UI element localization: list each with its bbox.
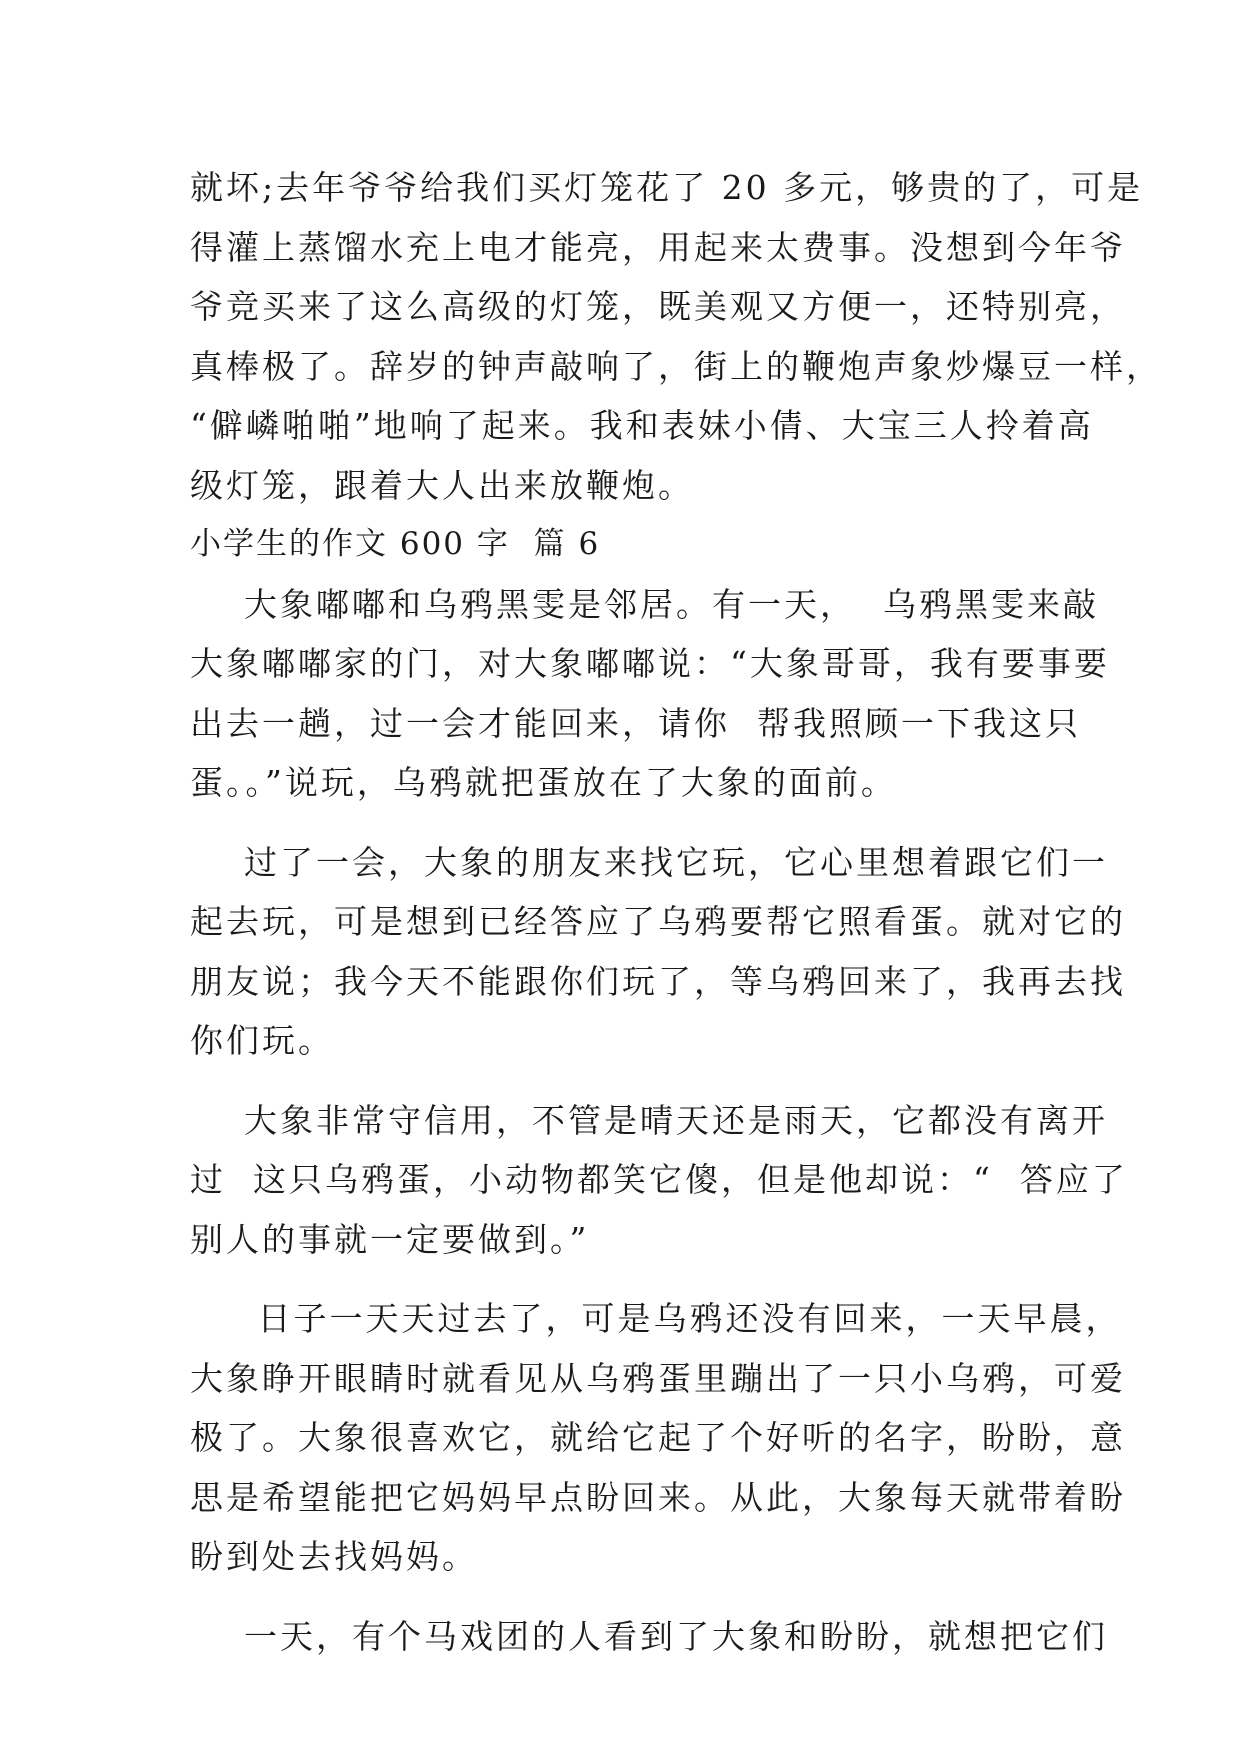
paragraph [190,1607,1108,1667]
text-line: 大象睁开眼睛时就看见从乌鸦蛋里蹦出了一只小乌鸦，可爱 [190,1358,1126,1398]
paragraph [190,575,1110,813]
paragraph-spacer [190,813,1050,833]
text-line: 得灌上蒸馏水充上电才能亮，用起来太费事。没想到今年爷 [190,227,1126,267]
text-line: 过 这只乌鸦蛋，小动物都笑它傻，但是他却说：“ 答应了 [190,1160,1128,1199]
paragraph-spacer [190,1587,1050,1607]
paragraph-spacer [190,1269,1050,1289]
text-line: “僻嶙啪啪”地响了起来。我和表妹小倩、大宝三人拎着高 [190,406,1094,445]
text-line: 蛋。。”说玩，乌鸦就把蛋放在了大象的面前。 [190,763,897,802]
paragraph [190,1289,1126,1587]
text-line: 就坏;去年爷爷给我们买灯笼花了 20 多元，够贵的了，可是 [190,168,1144,207]
text-line: 极了。大象很喜欢它，就给它起了个好听的名字，盼盼，意 [190,1418,1126,1457]
text-line: 出去一趟，过一会才能回来，请你 帮我照顾一下我这只 [190,703,1081,743]
section-heading: 小学生的作文 600 字 篇 6 [190,526,601,562]
continuation-paragraph [190,158,1162,515]
text-line: 一天，有个马戏团的人看到了大象和盼盼，就想把它们 [190,1616,1108,1656]
text-line: 级灯笼，跟着大人出来放鞭炮。 [190,465,694,505]
text-line: 朋友说；我今天不能跟你们玩了，等乌鸦回来了，我再去找 [190,961,1126,1001]
text-line: 大象非常守信用，不管是晴天还是雨天，它都没有离开 [190,1100,1108,1140]
text-line: 大象嘟嘟家的门，对大象嘟嘟说：“大象哥哥，我有要事要 [190,644,1110,683]
text-line: 起去玩，可是想到已经答应了乌鸦要帮它照看蛋。就对它的 [190,902,1126,941]
text-line: 你们玩。 [190,1021,334,1060]
text-line: 盼到处去找妈妈。 [190,1537,478,1576]
document-body [190,158,1162,1666]
paragraph [190,833,1126,1071]
text-line: 真棒极了。辞岁的钟声敲响了，街上的鞭炮声象炒爆豆一样， [190,346,1162,386]
text-line: 别人的事就一定要做到。” [190,1219,590,1259]
text-line: 大象嘟嘟和乌鸦黑雯是邻居。有一天， 乌鸦黑雯来敲 [190,584,1099,624]
text-line: 日子一天天过去了，可是乌鸦还没有回来，一天早晨， [190,1299,1122,1338]
paragraph-spacer [190,1071,1050,1091]
text-line: 过了一会，大象的朋友来找它玩，它心里想着跟它们一 [190,842,1108,882]
text-line: 思是希望能把它妈妈早点盼回来。从此，大象每天就带着盼 [190,1477,1126,1517]
paragraph [190,1091,1128,1270]
text-line: 爷竞买来了这么高级的灯笼，既美观又方便一，还特别亮， [190,287,1126,326]
